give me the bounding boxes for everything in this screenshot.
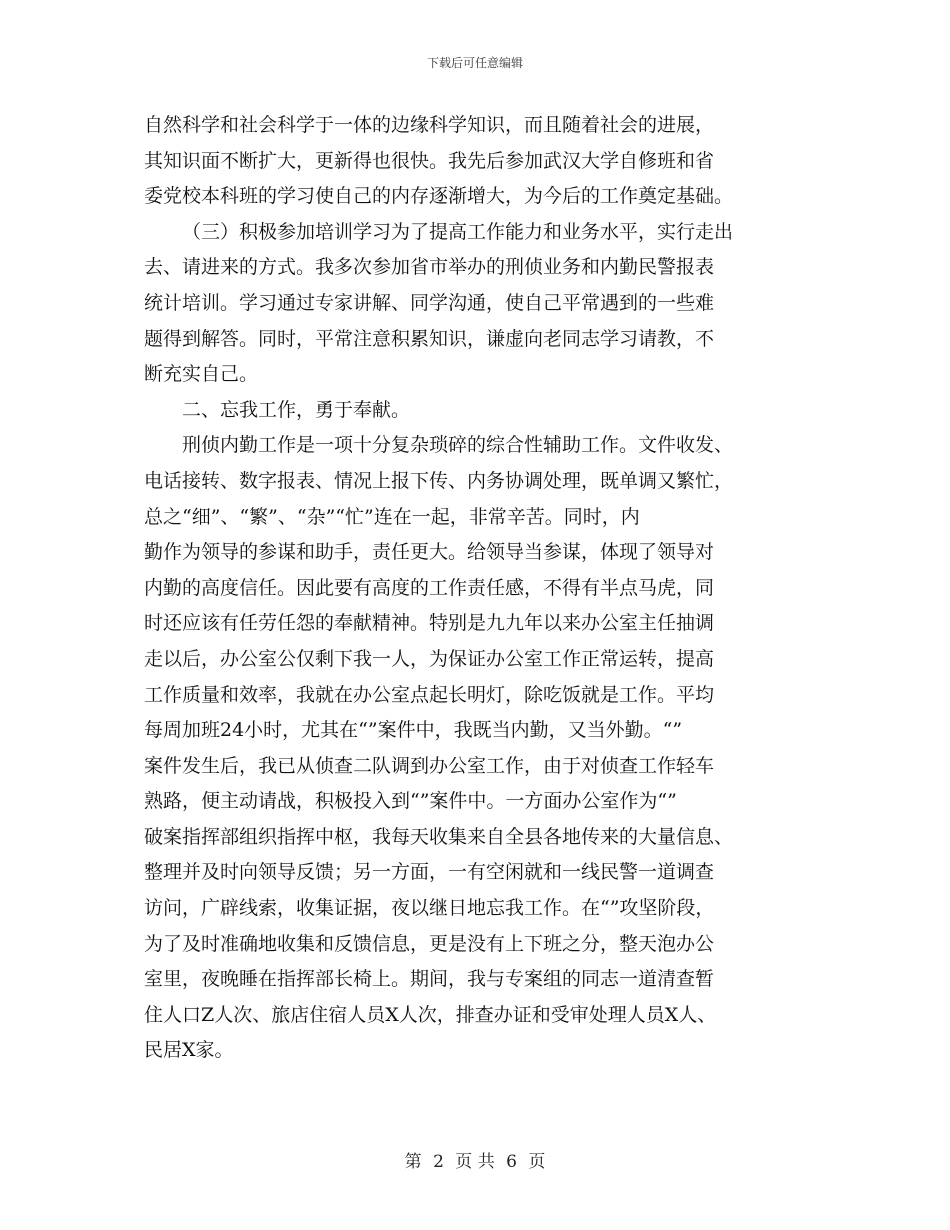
section-heading: 二、忘我工作，勇于奉献。 bbox=[182, 398, 411, 421]
text-line: 破案指挥部组织指挥中枢，我每天收集来自全县各地传来的大量信息、 bbox=[144, 825, 734, 848]
text-line: 自然科学和社会科学于一体的边缘科学知识，而且随着社会的进展， bbox=[144, 114, 715, 136]
text-line: 总之“细”、“繁”、“杂”“忙”连在一起，非常辛苦。同时，内 bbox=[144, 505, 640, 528]
text-line: 整理并及时向领导反馈；另一方面，一有空闲就和一线民警一道调查 bbox=[144, 861, 715, 884]
text-line: 每周加班24小时，尤其在“”案件中，我既当内勤，又当外勤。“” bbox=[144, 719, 683, 742]
footer-mid: 页 共 bbox=[455, 1152, 495, 1172]
text-line: 住人口Z人次、旅店住宿人员X人次，排查办证和受审处理人员X人、 bbox=[144, 1003, 717, 1026]
page-header: 下载后可任意编辑 bbox=[426, 56, 523, 70]
paragraph-first-line: 刑侦内勤工作是一项十分复杂琐碎的综合性辅助工作。文件收发、 bbox=[182, 434, 734, 457]
document-body bbox=[144, 108, 806, 1069]
footer-prefix: 第 bbox=[404, 1152, 422, 1172]
text-line: 勤作为领导的参谋和助手，责任更大。给领导当参谋，体现了领导对 bbox=[144, 541, 715, 564]
text-line: 访问，广辟线索，收集证据，夜以继日地忘我工作。在“”攻坚阶段， bbox=[144, 897, 715, 920]
text-line: 其知识面不断扩大，更新得也很快。我先后参加武汉大学自修班和省 bbox=[144, 149, 715, 172]
text-line: 统计培训。学习通过专家讲解、同学沟通，使自己平常遇到的一些难 bbox=[144, 291, 715, 314]
page-number: 2 bbox=[433, 1152, 444, 1172]
text-line: 工作质量和效率，我就在办公室点起长明灯，除吃饭就是工作。平均 bbox=[144, 683, 715, 706]
text-line: 题得到解答。同时，平常注意积累知识，谦虚向老同志学习请教，不 bbox=[144, 327, 715, 350]
page-footer bbox=[0, 1147, 950, 1172]
text-line: 案件发生后，我已从侦查二队调到办公室工作，由于对侦查工作轻车 bbox=[144, 754, 715, 777]
text-line: 电话接转、数字报表、情况上报下传、内务协调处理，既单调又繁忙， bbox=[144, 469, 734, 492]
paragraph-first-line: （三）积极参加培训学习为了提高工作能力和业务水平，实行走出 bbox=[182, 220, 734, 243]
text-line: 为了及时准确地收集和反馈信息，更是没有上下班之分，整天泡办公 bbox=[144, 932, 715, 955]
text-line: 熟路，便主动请战，积极投入到“”案件中。一方面办公室作为“” bbox=[144, 790, 677, 813]
footer-suffix: 页 bbox=[528, 1152, 546, 1172]
text-line: 委党校本科班的学习使自己的内存逐渐增大，为今后的工作奠定基础。 bbox=[144, 185, 734, 208]
text-line: 去、请进来的方式。我多次参加省市举办的刑侦业务和内勤民警报表 bbox=[144, 256, 715, 279]
text-line: 断充实自己。 bbox=[144, 363, 259, 386]
text-line: 走以后，办公室公仅剩下我一人，为保证办公室工作正常运转，提高 bbox=[144, 647, 715, 670]
text-line: 内勤的高度信任。因此要有高度的工作责任感，不得有半点马虎，同 bbox=[144, 576, 715, 599]
text-line: 时还应该有任劳任怨的奉献精神。特别是九九年以来办公室主任抽调 bbox=[144, 612, 715, 635]
page-total: 6 bbox=[506, 1152, 517, 1172]
text-line: 室里，夜晚睡在指挥部长椅上。期间，我与专案组的同志一道清查暂 bbox=[144, 968, 715, 991]
text-line: 民居X家。 bbox=[144, 1039, 234, 1062]
